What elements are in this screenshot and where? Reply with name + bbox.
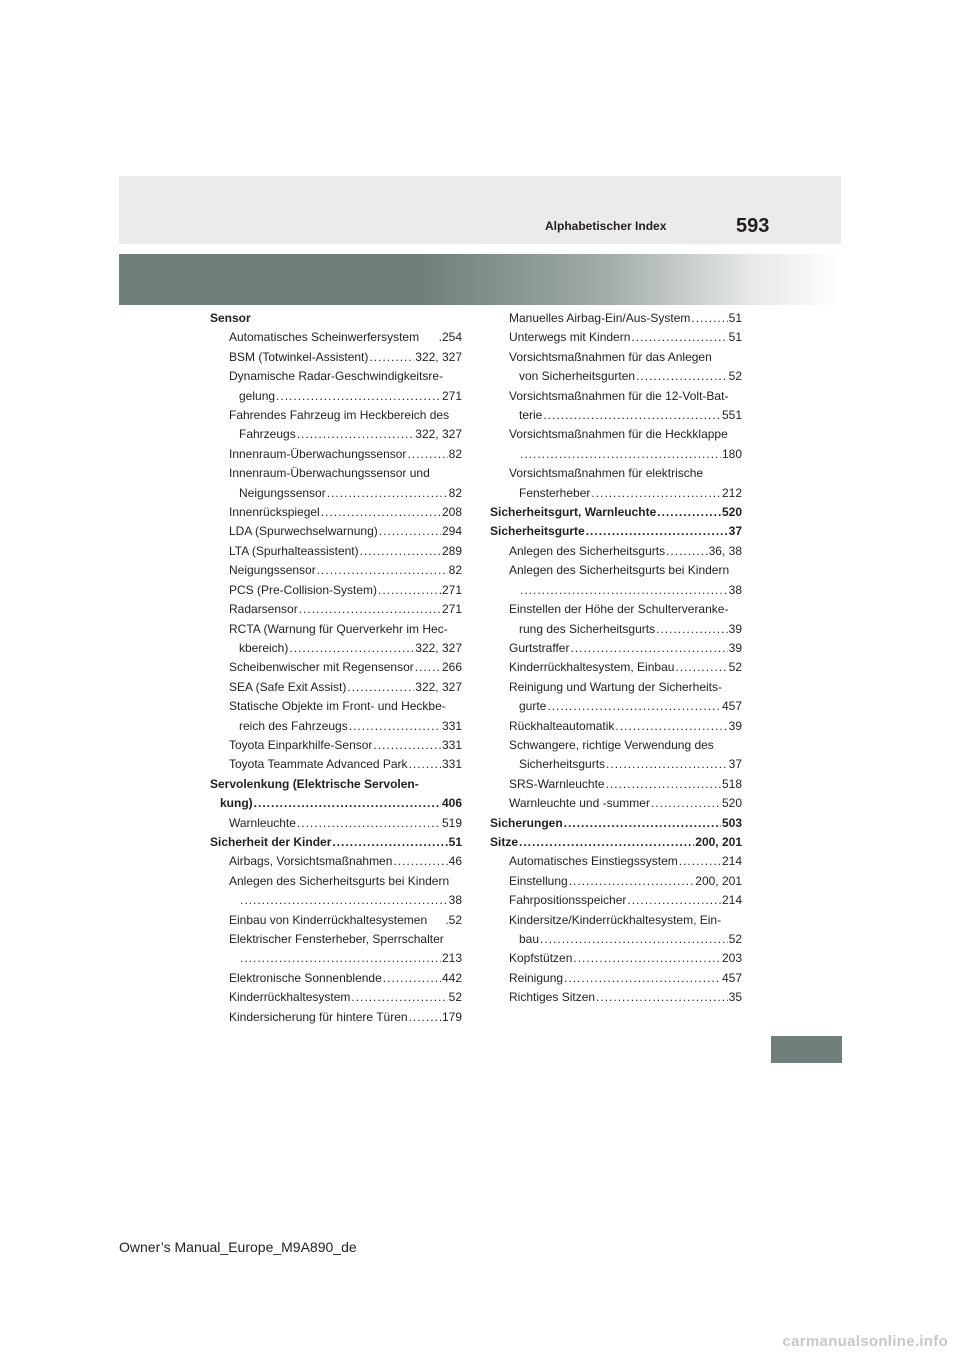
index-entry-page: 266: [441, 660, 462, 675]
index-entry-label: Manuelles Airbag-Ein/Aus-System: [509, 311, 691, 325]
index-entry-label-line1: Schwangere, richtige Verwendung des: [509, 737, 714, 752]
index-entry-line: [509, 406, 742, 425]
index-entry-label: LDA (Spurwechselwarnung): [229, 524, 378, 539]
index-entry-sub: [210, 581, 462, 600]
index-entry-sub: [490, 717, 742, 736]
leader-dots: [379, 522, 441, 541]
index-entry-line: [229, 678, 462, 697]
index-entry-line: [229, 969, 462, 988]
index-entry-page: 52: [448, 990, 462, 1005]
index-entry-label: Einstellung: [509, 873, 568, 888]
leader-dots: [347, 678, 414, 697]
index-entry-page: 51: [448, 834, 462, 849]
header-band: [119, 176, 841, 244]
leader-dots: [570, 639, 727, 658]
index-entry-label-line1: Anlegen des Sicherheitsgurts bei Kindern: [229, 873, 450, 888]
index-entry-label: Automatisches Scheinwerfersystem: [229, 330, 420, 345]
index-entry-label-line1: Reinigung und Wartung der Sicherheits-: [509, 679, 723, 694]
index-entry-label: Sicherungen: [490, 815, 563, 830]
leader-dots: [299, 600, 441, 619]
index-entry-line: [509, 620, 742, 639]
leader-dots: [569, 872, 695, 891]
index-entry-line: [509, 328, 742, 347]
leader-dots: [321, 503, 441, 522]
index-entry-page: 503: [721, 815, 742, 830]
index-entry-page: 518: [721, 776, 742, 791]
index-entry-sub: [210, 620, 462, 659]
index-entry-line: [229, 600, 462, 619]
index-entry-label: terie: [519, 408, 543, 423]
index-entry-page: 38: [448, 893, 462, 908]
index-entry-label: Automatisches Einstiegssystem: [509, 854, 678, 869]
leader-dots: [627, 891, 721, 910]
leader-dots: [254, 794, 441, 813]
index-entry-page: 39: [728, 718, 742, 733]
leader-dots: [373, 736, 441, 755]
index-entry-label: Elektronische Sonnenblende: [229, 970, 382, 985]
index-entry-main: [490, 503, 742, 522]
index-column-right: [490, 309, 742, 1008]
index-entry-line: [509, 445, 742, 464]
index-entry-page: 39: [728, 640, 742, 655]
index-entry-sub: [490, 775, 742, 794]
index-entry-line: [210, 833, 462, 852]
index-entry-label: Sicherheit der Kinder: [210, 834, 332, 849]
index-entry-line: [229, 1008, 462, 1027]
index-entry-label: Sicherheitsgurt, Warnleuchte: [490, 505, 657, 520]
index-entry-line: [509, 930, 742, 949]
index-entry-line: [509, 367, 742, 386]
index-entry-sub: [490, 988, 742, 1007]
index-entry-label: Unterwegs mit Kindern: [509, 330, 631, 345]
index-entry-line: [210, 794, 462, 813]
index-entry-line: [490, 814, 742, 833]
index-entry-main: [210, 309, 462, 328]
index-entry-page: 322, 327: [415, 640, 462, 655]
index-entry-label-line1: Vorsichtsmaßnahmen für das Anlegen: [509, 349, 712, 364]
index-entry-page: 37: [728, 524, 742, 539]
index-entry-label: Neigungssensor: [239, 485, 326, 500]
leader-dots: [351, 988, 447, 1007]
index-entry-page: 271: [441, 602, 462, 617]
index-entry-label: gurte: [519, 699, 547, 714]
leader-dots: [636, 367, 728, 386]
index-entry-sub: [490, 911, 742, 950]
index-entry-line: [229, 717, 462, 736]
index-entry-page: 82: [448, 485, 462, 500]
index-entry-line: [509, 891, 742, 910]
index-entry-sub: [210, 445, 462, 464]
index-entry-line: [229, 911, 462, 930]
index-entry-label: Airbags, Vorsichtsmaßnahmen: [229, 854, 393, 869]
index-entry-sub: [490, 600, 742, 639]
index-entry-page: 520: [721, 796, 742, 811]
index-entry-label: Rückhalteautomatik: [509, 718, 615, 733]
leader-dots: [691, 309, 727, 328]
index-entry-label: Reinigung: [509, 970, 564, 985]
index-entry-label: Toyota Teammate Advanced Park: [229, 757, 408, 772]
index-entry-page: 442: [441, 970, 462, 985]
index-entry-page: 271: [441, 582, 462, 597]
index-entry-label: Fahrpositionsspeicher: [509, 893, 627, 908]
leader-dots: [409, 755, 441, 774]
index-entry-sub: [490, 639, 742, 658]
leader-dots: [520, 445, 721, 464]
index-entry-page: 289: [441, 543, 462, 558]
leader-dots: [369, 348, 414, 367]
index-entry-sub: [490, 464, 742, 503]
index-entry-page: 212: [721, 485, 742, 500]
index-entry-sub: [210, 1008, 462, 1027]
leader-dots: [378, 581, 441, 600]
index-entry-line: [229, 328, 462, 347]
leader-dots: [606, 775, 721, 794]
index-entry-line: [509, 581, 742, 600]
index-entry-sub: [490, 561, 742, 600]
index-entry-label: Kopfstützen: [509, 951, 573, 966]
page-number: 593: [736, 215, 770, 237]
index-entry-line: [509, 484, 742, 503]
index-entry-label: rung des Sicherheitsgurts: [519, 621, 656, 636]
index-entry-page: 214: [721, 854, 742, 869]
index-entry-page: 51: [728, 330, 742, 345]
index-entry-sub: [210, 600, 462, 619]
leader-dots: [327, 484, 448, 503]
index-entry-sub: [210, 348, 462, 367]
index-entry-label: Richtiges Sitzen: [509, 990, 596, 1005]
index-entry-line: [509, 639, 742, 658]
index-entry-line: [229, 425, 462, 444]
index-entry-label: bau: [519, 932, 540, 946]
index-entry-label: gelung: [239, 388, 276, 403]
index-entry-page: 331: [441, 718, 462, 733]
leader-dots: [656, 620, 728, 639]
leader-dots: [297, 814, 441, 833]
index-entry-sub: [210, 503, 462, 522]
index-entry-sub: [210, 872, 462, 911]
index-entry-line: [490, 522, 742, 541]
index-entry-label: Warnleuchte und -summer: [509, 796, 650, 811]
index-entry-label: Neigungssensor: [229, 563, 316, 578]
index-entry-page: 457: [721, 699, 742, 714]
leader-dots: [393, 852, 447, 871]
index-entry-label: Sitze: [490, 834, 519, 849]
index-entry-sub: [490, 328, 742, 347]
section-tab-marker: [771, 1036, 842, 1063]
leader-dots: [383, 969, 441, 988]
index-entry-label: Fensterheber: [519, 485, 591, 500]
leader-dots: [520, 581, 728, 600]
index-entry-label: Sicherheitsgurte: [490, 524, 585, 539]
index-entry-line: [509, 794, 742, 813]
index-entry-line: [509, 969, 742, 988]
index-entry-label: LTA (Spurhalteassistent): [229, 543, 359, 558]
index-entry-page: 208: [441, 505, 462, 520]
index-entry-page: 46: [448, 854, 462, 869]
index-entry-sub: [210, 969, 462, 988]
header-gradient-bar: [119, 254, 841, 305]
index-entry-page: 519: [441, 815, 462, 830]
index-entry-line: [229, 852, 462, 871]
index-entry-page: 36, 38: [708, 543, 742, 558]
index-entry-line: [509, 872, 742, 891]
leader-dots: [606, 755, 728, 774]
index-entry-page: 551: [721, 408, 742, 423]
index-entry-line: [229, 561, 462, 580]
index-entry-page: 271: [441, 388, 462, 403]
index-entry-line: [229, 988, 462, 1007]
index-entry-line: [229, 522, 462, 541]
index-entry-page: 214: [721, 893, 742, 908]
index-entry-label-line1: RCTA (Warnung für Querverkehr im Hec-: [229, 621, 448, 636]
leader-dots: [360, 542, 441, 561]
index-entry-sub: [210, 852, 462, 871]
index-entry-page: 52: [728, 660, 742, 675]
index-entry-sub: [490, 891, 742, 910]
leader-dots: [317, 561, 448, 580]
index-entry-label-line1: Kindersitze/Kinderrückhaltesystem, Ein-: [509, 912, 722, 927]
index-entry-label: Kinderrückhaltesystem: [229, 990, 351, 1005]
index-entry-label: Fahrzeugs: [239, 427, 296, 442]
leader-dots: [547, 697, 721, 716]
index-entry-label: SEA (Safe Exit Assist): [229, 679, 347, 694]
index-entry-line: [229, 814, 462, 833]
index-entry-page: 179: [441, 1009, 462, 1024]
index-entry-label: Toyota Einparkhilfe-Sensor: [229, 737, 373, 752]
leader-dots: [289, 639, 414, 658]
leader-dots: [596, 988, 728, 1007]
leader-dots: [631, 328, 727, 347]
leader-dots: [349, 717, 441, 736]
leader-dots: [657, 503, 721, 522]
index-entry-line: [229, 736, 462, 755]
leader-dots: [586, 522, 728, 541]
index-entry-page: .52: [445, 912, 462, 927]
index-entry-sub: [210, 814, 462, 833]
index-entry-line: [229, 348, 462, 367]
index-entry-page: 200, 201: [695, 873, 742, 888]
index-entry-line: [229, 639, 462, 658]
index-entry-label: von Sicherheitsgurten: [519, 369, 636, 384]
leader-dots: [543, 406, 721, 425]
index-entry-label: reich des Fahrzeugs: [239, 718, 348, 733]
index-entry-line: [229, 542, 462, 561]
index-entry-main: [490, 833, 742, 852]
index-entry-sub: [490, 736, 742, 775]
index-entry-label: Scheibenwischer mit Regensensor: [229, 660, 414, 675]
index-entry-sub: [490, 425, 742, 464]
leader-dots: [615, 717, 727, 736]
index-entry-page: 331: [441, 737, 462, 752]
index-entry-main: [210, 775, 462, 814]
index-entry-line: [509, 697, 742, 716]
index-entry-page: 82: [448, 563, 462, 578]
index-entry-sub: [210, 561, 462, 580]
index-entry-line: [229, 503, 462, 522]
index-entry-line: [490, 503, 742, 522]
index-entry-label-line1: Vorsichtsmaßnahmen für die Heckklappe: [509, 427, 728, 442]
index-entry-sub: [490, 872, 742, 891]
index-entry-label-line1: Dynamische Radar-Geschwindigkeitsre-: [229, 369, 444, 384]
index-entry-label: Kindersicherung für hintere Türen: [229, 1009, 408, 1024]
index-entry-sub: [210, 755, 462, 774]
index-entry-main: [490, 522, 742, 541]
index-entry-sub: [490, 852, 742, 871]
index-entry-label-line1: Vorsichtsmaßnahmen für elektrische: [509, 466, 704, 481]
index-entry-page: 82: [448, 446, 462, 461]
index-entry-sub: [490, 387, 742, 426]
index-entry-label-line1: Fahrendes Fahrzeug im Heckbereich des: [229, 408, 450, 423]
index-entry-label-line1: Innenraum-Überwachungssensor und: [229, 466, 430, 481]
index-entry-sub: [490, 658, 742, 677]
index-entry-label: Sensor: [210, 311, 251, 325]
index-entry-main: [210, 833, 462, 852]
index-entry-line: [229, 484, 462, 503]
leader-dots: [666, 542, 708, 561]
index-entry-sub: [490, 309, 742, 328]
index-entry-label: Gurtstraffer: [509, 640, 570, 655]
leader-dots: [675, 658, 727, 677]
index-entry-page: 52: [728, 369, 742, 384]
footer-manual-name: Owner’s Manual_Europe_M9A890_de: [119, 1239, 357, 1255]
index-entry-label: kung): [220, 796, 253, 811]
index-entry-page: 406: [441, 796, 462, 811]
leader-dots: [564, 969, 721, 988]
leader-dots: [407, 445, 447, 464]
index-entry-sub: [210, 406, 462, 445]
index-entry-page: 37: [728, 757, 742, 772]
index-entry-line: [229, 891, 462, 910]
index-entry-label-line1: Statische Objekte im Front- und Heckbe-: [229, 699, 446, 714]
index-entry-sub: [210, 911, 462, 930]
index-entry-page: 322, 327: [415, 349, 462, 364]
leader-dots: [591, 484, 721, 503]
index-entry-line: [509, 852, 742, 871]
index-entry-label-line1: Elektrischer Fensterheber, Sperrschalter: [229, 932, 444, 946]
index-entry-sub: [490, 794, 742, 813]
index-entry-sub: [210, 736, 462, 755]
index-entry-label-line1: Einstellen der Höhe der Schulterveranke-: [509, 602, 729, 617]
index-entry-page: 213: [441, 951, 462, 966]
leader-dots: [651, 794, 721, 813]
index-entry-line: [229, 755, 462, 774]
index-entry-page: 322, 327: [415, 679, 462, 694]
index-entry-label: Innenrückspiegel: [229, 505, 320, 520]
index-entry-label: Kinderrückhaltesystem, Einbau: [509, 660, 675, 675]
index-entry-label: Innenraum-Überwachungssensor: [229, 446, 407, 461]
index-entry-sub: [210, 658, 462, 677]
index-entry-sub: [210, 542, 462, 561]
index-entry-sub: [210, 988, 462, 1007]
index-entry-main: [490, 814, 742, 833]
index-entry-label: Radarsensor: [229, 602, 298, 617]
index-entry-label: Anlegen des Sicherheitsgurts: [509, 543, 666, 558]
leader-dots: [240, 891, 448, 910]
index-entry-label: BSM (Totwinkel-Assistent): [229, 349, 369, 364]
index-entry-page: 457: [721, 970, 742, 985]
leader-dots: [540, 930, 728, 949]
index-entry-label-line1: Servolenkung (Elektrische Servolen-: [210, 776, 419, 791]
index-entry-page: 520: [721, 505, 742, 520]
index-entry-line: [509, 988, 742, 1007]
index-entry-label: Sicherheitsgurts: [519, 757, 606, 772]
index-entry-label-line1: Vorsichtsmaßnahmen für die 12-Volt-Bat-: [509, 388, 729, 403]
index-entry-page: 38: [728, 582, 742, 597]
index-entry-label-line1: Anlegen des Sicherheitsgurts bei Kindern: [509, 563, 730, 578]
index-entry-sub: [210, 930, 462, 969]
index-entry-page: 331: [441, 757, 462, 772]
leader-dots: [679, 852, 721, 871]
index-entry-line: [229, 949, 462, 968]
index-entry-line: [509, 949, 742, 968]
leader-dots: [332, 833, 447, 852]
index-entry-label: kbereich): [239, 640, 289, 655]
index-entry-page: 52: [728, 932, 742, 946]
index-entry-page: 180: [721, 446, 742, 461]
index-entry-label: SRS-Warnleuchte: [509, 776, 605, 791]
index-entry-line: [490, 833, 742, 852]
index-entry-line: [229, 445, 462, 464]
index-entry-sub: [490, 969, 742, 988]
index-entry-sub: [210, 697, 462, 736]
leader-dots: [409, 1008, 441, 1027]
index-entry-sub: [490, 348, 742, 387]
index-entry-line: [509, 542, 742, 561]
index-column-left: [210, 309, 462, 1027]
index-entry-sub: [490, 542, 742, 561]
leader-dots: [415, 658, 441, 677]
index-entry-sub: [210, 464, 462, 503]
section-title: Alphabetischer Index: [545, 219, 667, 233]
index-entry-page: .254: [438, 330, 462, 345]
index-entry-label: Einbau von Kinderrückhaltesystemen: [229, 912, 428, 927]
index-entry-page: 200, 201: [695, 834, 742, 849]
index-entry-page: 294: [441, 524, 462, 539]
index-entry-page: 322, 327: [415, 427, 462, 442]
leader-dots: [240, 949, 441, 968]
index-entry-page: 51: [728, 311, 742, 325]
index-entry-page: 203: [721, 951, 742, 966]
index-entry-sub: [210, 678, 462, 697]
leader-dots: [297, 425, 415, 444]
index-entry-sub: [490, 949, 742, 968]
index-entry-line: [229, 387, 462, 406]
index-entry-line: [229, 581, 462, 600]
index-entry-label: Warnleuchte: [229, 815, 296, 830]
index-entry-line: [210, 309, 462, 328]
index-entry-sub: [210, 522, 462, 541]
index-entry-sub: [490, 678, 742, 717]
index-entry-line: [509, 717, 742, 736]
index-entry-line: [509, 775, 742, 794]
index-entry-page: 35: [728, 990, 742, 1005]
leader-dots: [564, 814, 721, 833]
leader-dots: [573, 949, 721, 968]
index-entry-page: 39: [728, 621, 742, 636]
index-entry-line: [229, 658, 462, 677]
leader-dots: [276, 387, 441, 406]
leader-dots: [519, 833, 694, 852]
index-entry-line: [509, 309, 742, 328]
index-entry-label: PCS (Pre-Collision-System): [229, 582, 378, 597]
index-entry-sub: [210, 328, 462, 347]
index-entry-line: [509, 755, 742, 774]
index-entry-sub: [210, 367, 462, 406]
index-entry-line: [509, 658, 742, 677]
watermark: carmanualsonline.info: [782, 1333, 948, 1350]
